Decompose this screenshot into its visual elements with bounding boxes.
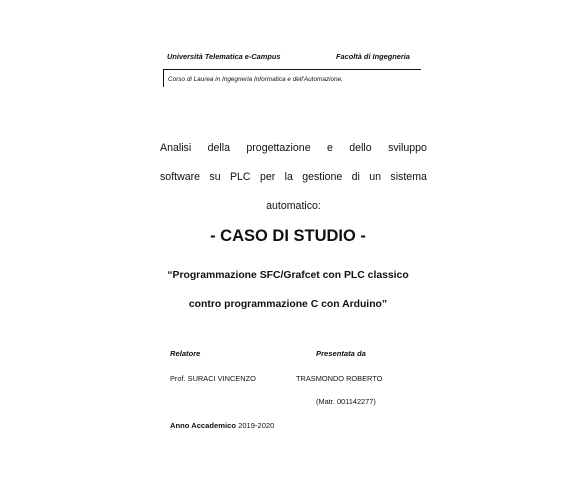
university-name: Università Telematica e-Campus [167,52,281,61]
abstract-word: software [160,171,201,183]
abstract-word: della [207,142,230,154]
subtitle-line-1: “Programmazione SFC/Grafcet con PLC classico [167,270,409,281]
abstract-word: e [326,142,333,154]
supervisor-label: Relatore [170,349,201,358]
subtitle-line-2: contro programmazione C con Arduino” [188,299,388,310]
course-name: Corso di Laurea in Ingegneria Informatica e dell'Automazione. [168,76,343,83]
abstract-line-3: automatico: [266,200,321,212]
abstract-word: di [351,171,360,183]
abstract-word: PLC [229,171,251,183]
academic-year [170,421,274,430]
presenter-label: Presentata da [316,349,366,358]
abstract-word: sistema [390,171,427,183]
abstract-line-1 [160,142,427,154]
abstract-word: sviluppo [388,142,427,154]
academic-year-value: 2019-2020 [238,421,275,430]
abstract-word: su [209,171,221,183]
academic-year-label: Anno Accademico [170,421,236,430]
presenter-name: TRASMONDO ROBERTO [296,374,383,383]
supervisor-name: Prof. SURACI VINCENZO [170,374,256,383]
abstract-word: gestione [302,171,343,183]
header-rule [163,69,421,70]
abstract-line-2 [160,171,427,183]
abstract-word: dello [349,142,372,154]
abstract-word: progettazione [246,142,311,154]
abstract-word: la [284,171,293,183]
case-study-heading: - CASO DI STUDIO - [210,227,366,245]
abstract-word: per [259,171,276,183]
header-vertical-rule [163,70,164,87]
presenter-matricola: (Matr. 001142277) [316,397,376,406]
abstract-word: Analisi [160,142,192,154]
abstract-word: un [369,171,382,183]
faculty-name: Facoltà di Ingegneria [336,52,410,61]
